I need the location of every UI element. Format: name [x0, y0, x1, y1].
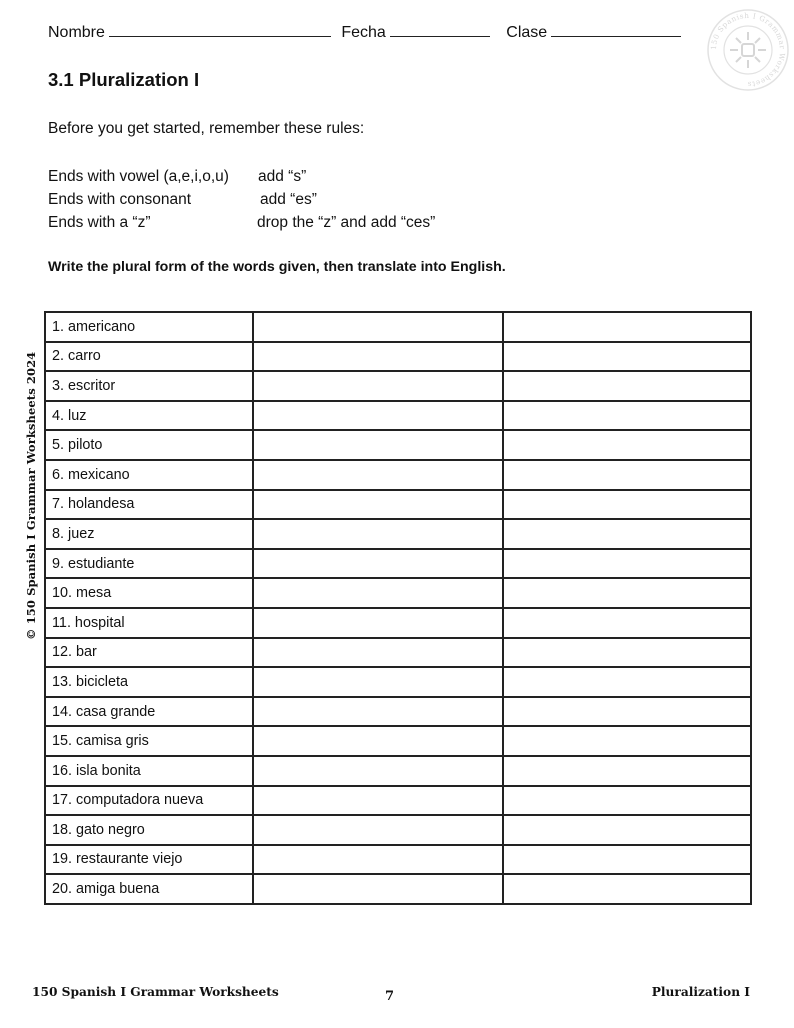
plural-answer-cell[interactable]: [253, 578, 503, 608]
plural-answer-cell[interactable]: [253, 667, 503, 697]
translation-answer-cell[interactable]: [503, 519, 751, 549]
word-cell: 11. hospital: [45, 608, 253, 638]
table-row: [45, 756, 751, 786]
table-row: [45, 490, 751, 520]
rule-ending: Ends with consonant: [48, 191, 192, 208]
table-row: [45, 460, 751, 490]
table-row: [45, 342, 751, 372]
translation-answer-cell[interactable]: [503, 726, 751, 756]
plural-answer-cell[interactable]: [253, 874, 503, 904]
rule-action: add “s”: [258, 168, 307, 185]
instruction-text: Write the plural form of the words given, then translate into English.: [48, 259, 506, 275]
date-label: Fecha: [341, 24, 386, 41]
table-row: [45, 608, 751, 638]
word-cell: 20. amiga buena: [45, 874, 253, 904]
translation-answer-cell[interactable]: [503, 667, 751, 697]
table-row: [45, 312, 751, 342]
table-row: [45, 845, 751, 875]
word-cell: 15. camisa gris: [45, 726, 253, 756]
date-field[interactable]: [390, 24, 490, 37]
word-cell: 9. estudiante: [45, 549, 253, 579]
table-row: [45, 697, 751, 727]
table-row: [45, 786, 751, 816]
plural-answer-cell[interactable]: [253, 697, 503, 727]
plural-answer-cell[interactable]: [253, 638, 503, 668]
word-cell: 18. gato negro: [45, 815, 253, 845]
translation-answer-cell[interactable]: [503, 786, 751, 816]
worksheet-table: [44, 311, 752, 905]
translation-answer-cell[interactable]: [503, 460, 751, 490]
name-label: Nombre: [48, 24, 105, 41]
word-cell: 7. holandesa: [45, 490, 253, 520]
translation-answer-cell[interactable]: [503, 312, 751, 342]
class-field[interactable]: [551, 24, 681, 37]
word-cell: 10. mesa: [45, 578, 253, 608]
plural-answer-cell[interactable]: [253, 401, 503, 431]
plural-answer-cell[interactable]: [253, 549, 503, 579]
side-copyright: © 150 Spanish I Grammar Worksheets 2024: [24, 351, 38, 640]
word-cell: 3. escritor: [45, 371, 253, 401]
word-cell: 19. restaurante viejo: [45, 845, 253, 875]
plural-answer-cell[interactable]: [253, 312, 503, 342]
plural-answer-cell[interactable]: [253, 845, 503, 875]
translation-answer-cell[interactable]: [503, 638, 751, 668]
plural-answer-cell[interactable]: [253, 519, 503, 549]
class-label: Clase: [506, 24, 548, 41]
table-row: [45, 549, 751, 579]
table-row: [45, 815, 751, 845]
translation-answer-cell[interactable]: [503, 756, 751, 786]
translation-answer-cell[interactable]: [503, 815, 751, 845]
word-cell: 13. bicicleta: [45, 667, 253, 697]
plural-answer-cell[interactable]: [253, 430, 503, 460]
table-row: [45, 578, 751, 608]
translation-answer-cell[interactable]: [503, 430, 751, 460]
translation-answer-cell[interactable]: [503, 697, 751, 727]
translation-answer-cell[interactable]: [503, 578, 751, 608]
footer-section-title: Pluralization I: [651, 985, 750, 999]
plural-answer-cell[interactable]: [253, 815, 503, 845]
table-row: [45, 401, 751, 431]
table-row: [45, 667, 751, 697]
svg-text:150 Spanish I Grammar Workshee: [709, 11, 787, 89]
rule-action: add “es”: [260, 191, 317, 208]
word-cell: 14. casa grande: [45, 697, 253, 727]
word-cell: 12. bar: [45, 638, 253, 668]
table-row: [45, 371, 751, 401]
translation-answer-cell[interactable]: [503, 608, 751, 638]
rule-ending: Ends with a “z”: [48, 214, 151, 231]
plural-answer-cell[interactable]: [253, 786, 503, 816]
word-cell: 17. computadora nueva: [45, 786, 253, 816]
seal-text: 150 Spanish I Grammar Worksheets: [708, 10, 788, 90]
word-cell: 5. piloto: [45, 430, 253, 460]
word-cell: 4. luz: [45, 401, 253, 431]
student-info-header: [48, 24, 687, 42]
plural-answer-cell[interactable]: [253, 726, 503, 756]
translation-answer-cell[interactable]: [503, 845, 751, 875]
watermark-seal-icon: [706, 8, 790, 92]
rule-action: drop the “z” and add “ces”: [257, 214, 436, 231]
intro-text: Before you get started, remember these rules:: [48, 120, 365, 137]
plural-answer-cell[interactable]: [253, 490, 503, 520]
plural-answer-cell[interactable]: [253, 371, 503, 401]
table-row: [45, 519, 751, 549]
plural-answer-cell[interactable]: [253, 342, 503, 372]
word-cell: 8. juez: [45, 519, 253, 549]
table-row: [45, 874, 751, 904]
word-cell: 2. carro: [45, 342, 253, 372]
word-cell: 16. isla bonita: [45, 756, 253, 786]
plural-answer-cell[interactable]: [253, 608, 503, 638]
word-cell: 1. americano: [45, 312, 253, 342]
page-number: 7: [385, 989, 395, 1004]
page-title: 3.1 Pluralization I: [48, 69, 200, 90]
translation-answer-cell[interactable]: [503, 401, 751, 431]
word-cell: 6. mexicano: [45, 460, 253, 490]
translation-answer-cell[interactable]: [503, 342, 751, 372]
name-field[interactable]: [109, 24, 331, 37]
rule-ending: Ends with vowel (a,e,i,o,u): [48, 168, 229, 185]
translation-answer-cell[interactable]: [503, 490, 751, 520]
footer-book-title: 150 Spanish I Grammar Worksheets: [32, 985, 279, 999]
translation-answer-cell[interactable]: [503, 874, 751, 904]
table-row: [45, 726, 751, 756]
plural-answer-cell[interactable]: [253, 460, 503, 490]
table-row: [45, 638, 751, 668]
translation-answer-cell[interactable]: [503, 549, 751, 579]
plural-answer-cell[interactable]: [253, 756, 503, 786]
table-row: [45, 430, 751, 460]
translation-answer-cell[interactable]: [503, 371, 751, 401]
